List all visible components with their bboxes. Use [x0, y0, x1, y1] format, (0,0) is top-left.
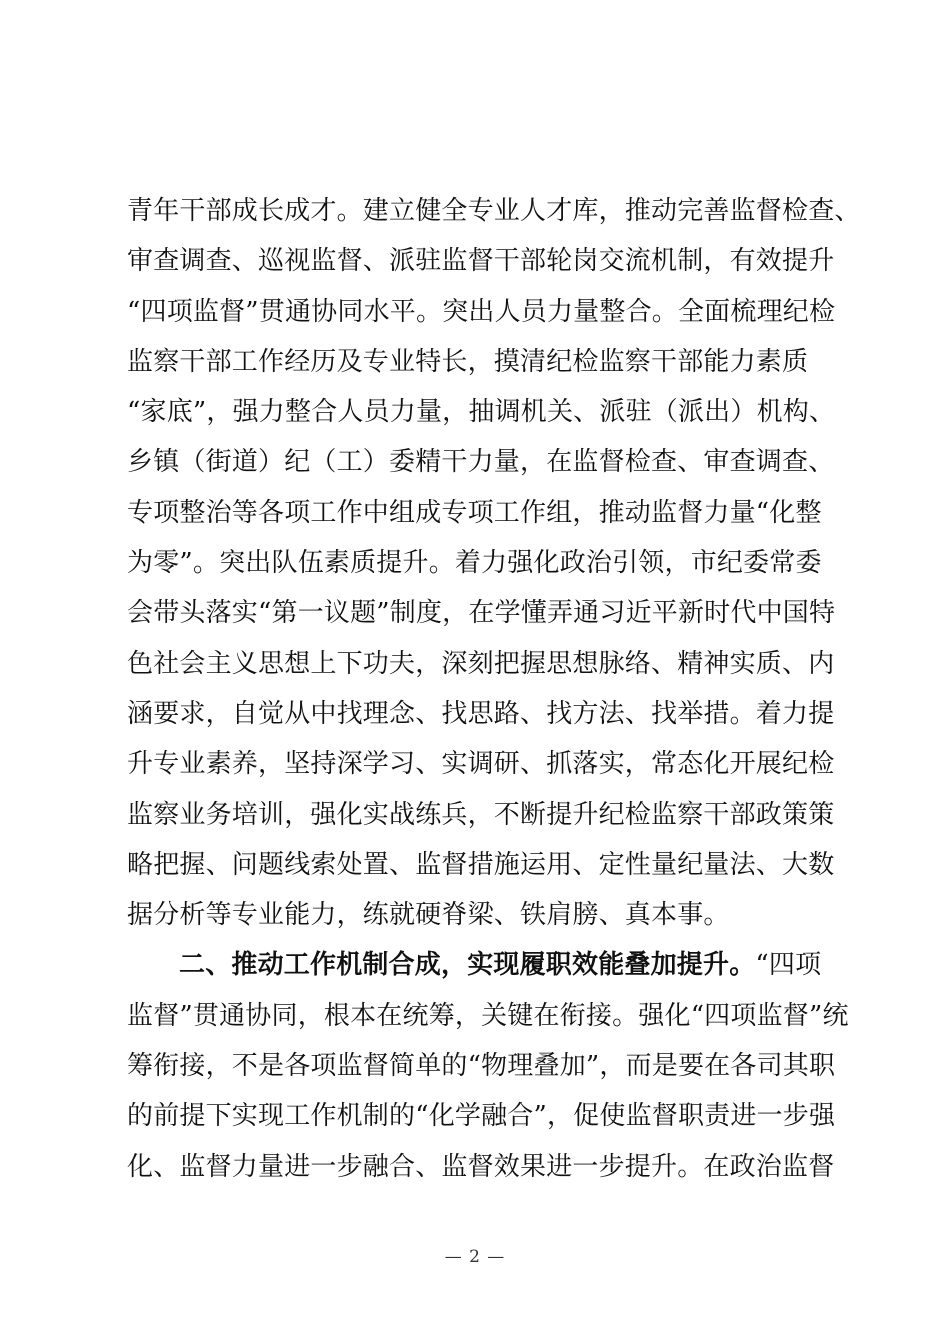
text-line: 会带头落实“第一议题”制度，在学懂弄通习近平新时代中国特 — [127, 598, 836, 629]
text-line: 略把握、问题线索处置、监督措施运用、定性量纪量法、大数 — [127, 849, 835, 880]
text-line: 青年干部成长成才。建立健全专业人才库，推动完善监督检查、 — [127, 196, 861, 226]
text-line: 据分析等专业能力，练就硬脊梁、铁肩膀、真本事。 — [127, 900, 730, 931]
text-line: 色社会主义思想上下功夫，深刻把握思想脉络、精神实质、内 — [127, 648, 835, 679]
text-line: 筹衔接，不是各项监督简单的“物理叠加”，而是要在各司其职 — [127, 1051, 836, 1082]
text-line: 涵要求，自觉从中找理念、找思路、找方法、找举措。着力提 — [127, 698, 835, 729]
page-number: — 2 — — [444, 1247, 506, 1267]
text-line: “家底”，强力整合人员力量，抽调机关、派驻（派出）机构、 — [127, 397, 836, 428]
text-line: 监察干部工作经历及专业特长，摸清纪检监察干部能力素质 — [127, 346, 809, 377]
text-line: 专项整治等各项工作中组成专项工作组，推动监督力量“化整 — [127, 497, 822, 528]
text-line: 化、监督力量进一步融合、监督效果进一步提升。在政治监督 — [127, 1151, 835, 1182]
section-heading-line — [127, 940, 847, 990]
heading-continuation: “四项 — [755, 950, 822, 981]
text-line: 监督”贯通协同，根本在统筹，关键在衔接。强化“四项监督”统 — [127, 1000, 849, 1031]
section-heading: 二、推动工作机制合成，实现履职效能叠加提升。 — [179, 950, 756, 981]
text-line: 的前提下实现工作机制的“化学融合”，促使监督职责进一步强 — [127, 1101, 836, 1132]
text-line: 为零”。突出队伍素质提升。着力强化政治引领，市纪委常委 — [127, 548, 822, 579]
text-line: 升专业素养，坚持深学习、实调研、抓落实，常态化开展纪检 — [127, 749, 835, 780]
text-line: 监察业务培训，强化实战练兵，不断提升纪检监察干部政策策 — [127, 799, 835, 830]
body-text — [127, 186, 861, 1192]
text-line: 乡镇（街道）纪（工）委精干力量，在监督检查、审查调查、 — [127, 447, 835, 478]
text-line: 审查调查、巡视监督、派驻监督干部轮岗交流机制，有效提升 — [127, 246, 835, 277]
text-line: “四项监督”贯通协同水平。突出人员力量整合。全面梳理纪检 — [127, 296, 836, 327]
